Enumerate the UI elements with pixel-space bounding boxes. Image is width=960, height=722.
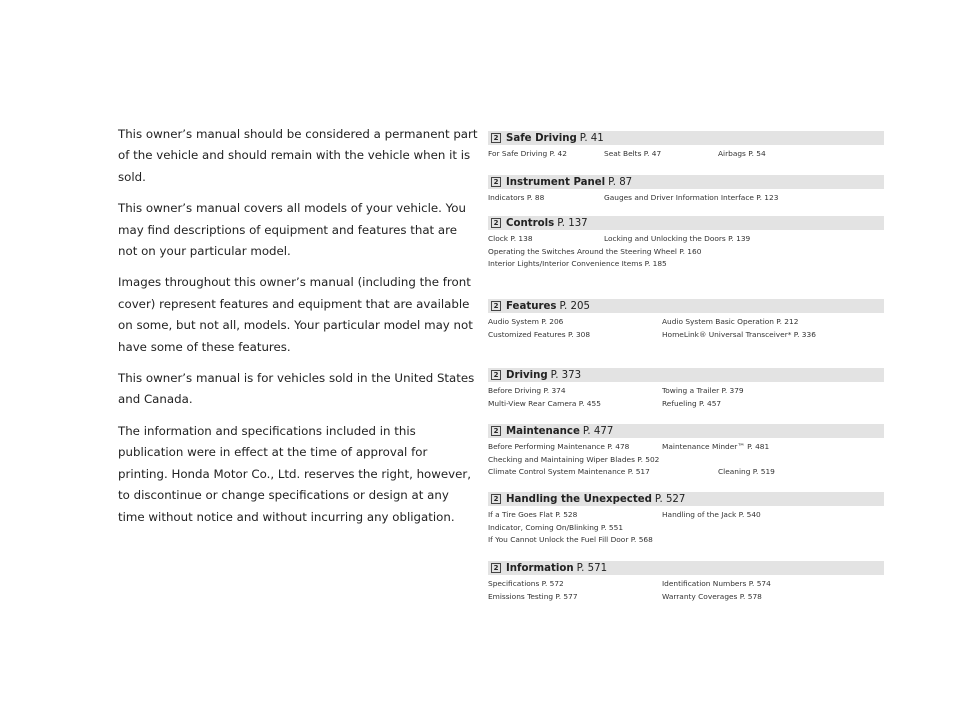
toc-row — [488, 233, 884, 246]
toc-row — [488, 466, 884, 479]
toc-link[interactable]: Airbags P. 54 — [718, 149, 766, 158]
toc-row — [488, 578, 884, 591]
toc-section — [488, 561, 884, 603]
section-page: P. 373 — [550, 369, 582, 381]
toc-section — [488, 492, 884, 547]
toc-link[interactable]: Identification Numbers P. 574 — [662, 579, 771, 588]
toc-row — [488, 454, 884, 467]
toc-section — [488, 424, 884, 479]
section-page: P. 137 — [557, 217, 588, 229]
toc-row — [488, 329, 884, 342]
toc-link[interactable]: Handling of the Jack P. 540 — [662, 510, 761, 519]
reference-arrow-icon: 2 — [491, 133, 501, 143]
toc-link[interactable]: Climate Control System Maintenance P. 517 — [488, 467, 650, 477]
toc-link[interactable]: Towing a Trailer P. 379 — [662, 386, 744, 395]
toc-link[interactable]: Warranty Coverages P. 578 — [662, 591, 762, 601]
toc-link[interactable]: Customized Features P. 308 — [488, 329, 591, 339]
toc-row — [488, 316, 884, 329]
toc-row — [488, 192, 884, 205]
toc-link[interactable]: Clock P. 138 — [488, 234, 533, 243]
section-title: Controls — [506, 217, 555, 229]
section-title: Maintenance — [506, 425, 580, 437]
section-title: Handling the Unexpected — [506, 493, 652, 505]
intro-paragraph: This owner’s manual should be considered a permanent part of the vehicle and should remain with the vehicle when it is sold. — [118, 127, 478, 184]
toc-row — [488, 258, 884, 271]
reference-arrow-icon: 2 — [491, 177, 501, 187]
intro-paragraph: The information and specifications included in this publication were in effect at the time of approval for printing. Honda Motor Co., Ltd. reserves the right, however, to discontinue or change specifications or design at any time without notice and without incurring any obligation. — [118, 423, 472, 524]
toc-row — [488, 148, 884, 161]
toc-link[interactable]: Audio System Basic Operation P. 212 — [662, 317, 799, 326]
toc-link[interactable]: Audio System P. 206 — [488, 317, 564, 326]
toc-section — [488, 131, 884, 161]
toc-link[interactable]: HomeLink® Universal Transceiver* P. 336 — [662, 329, 816, 339]
reference-arrow-icon: 2 — [491, 426, 501, 436]
toc-link[interactable]: If You Cannot Unlock the Fuel Fill Door P. 568 — [488, 535, 653, 545]
toc-link[interactable]: If a Tire Goes Flat P. 528 — [488, 510, 578, 519]
toc-link[interactable]: Locking and Unlocking the Doors P. 139 — [604, 234, 751, 243]
section-page: P. 527 — [654, 493, 686, 505]
toc-link[interactable]: Indicators P. 88 — [488, 193, 545, 202]
toc-row — [488, 441, 884, 454]
section-page: P. 87 — [608, 176, 633, 188]
toc-section — [488, 368, 884, 410]
toc-link[interactable]: Cleaning P. 519 — [718, 467, 775, 477]
toc-row — [488, 398, 884, 411]
toc-link[interactable]: Multi-View Rear Camera P. 455 — [488, 398, 601, 408]
toc-row — [488, 246, 884, 259]
intro-paragraph: This owner’s manual is for vehicles sold in the United States and Canada. — [118, 371, 475, 407]
toc-row — [488, 534, 884, 547]
toc-link[interactable]: Seat Belts P. 47 — [604, 149, 662, 158]
toc-link[interactable]: Refueling P. 457 — [662, 398, 722, 408]
toc-link[interactable]: For Safe Driving P. 42 — [488, 149, 567, 158]
section-title: Safe Driving — [506, 132, 577, 144]
section-header[interactable] — [488, 368, 884, 382]
reference-arrow-icon: 2 — [491, 563, 501, 573]
toc-section — [488, 175, 884, 205]
section-header[interactable] — [488, 216, 884, 230]
toc-link[interactable]: Operating the Switches Around the Steering Wheel P. 160 — [488, 246, 702, 256]
toc-row — [488, 522, 884, 535]
toc-row — [488, 385, 884, 398]
toc-link[interactable]: Indicator, Coming On/Blinking P. 551 — [488, 522, 624, 532]
intro-text — [118, 124, 478, 538]
toc-row — [488, 591, 884, 604]
section-page: P. 205 — [559, 300, 590, 312]
reference-arrow-icon: 2 — [491, 494, 501, 504]
toc-section — [488, 216, 884, 271]
toc-row — [488, 509, 884, 522]
section-title: Features — [506, 300, 557, 312]
section-title: Driving — [506, 369, 548, 381]
section-page: P. 41 — [579, 132, 604, 144]
reference-arrow-icon: 2 — [491, 370, 501, 380]
section-page: P. 477 — [582, 425, 614, 437]
intro-paragraph: This owner’s manual covers all models of your vehicle. You may find descriptions of equipment and features that are not on your particular model. — [118, 201, 466, 259]
section-header[interactable] — [488, 424, 884, 438]
section-title: Information — [506, 562, 574, 574]
toc-link[interactable]: Emissions Testing P. 577 — [488, 591, 578, 601]
reference-arrow-icon: 2 — [491, 301, 501, 311]
section-header[interactable] — [488, 299, 884, 313]
toc-link[interactable]: Checking and Maintaining Wiper Blades P. 502 — [488, 454, 660, 464]
toc-link[interactable]: Before Performing Maintenance P. 478 — [488, 442, 630, 451]
intro-paragraph: Images throughout this owner’s manual (including the front cover) represent features and equipment that are available on some, but not all, models. Your particular model may not have some of these features. — [118, 275, 473, 354]
toc-section — [488, 299, 884, 341]
reference-arrow-icon: 2 — [491, 218, 501, 228]
toc-link[interactable]: Before Driving P. 374 — [488, 386, 566, 395]
section-header[interactable] — [488, 561, 884, 575]
toc-link[interactable]: Maintenance Minder™ P. 481 — [662, 442, 770, 451]
toc-link[interactable]: Specifications P. 572 — [488, 579, 564, 588]
toc-link[interactable]: Interior Lights/Interior Convenience Items P. 185 — [488, 259, 667, 269]
section-header[interactable] — [488, 492, 884, 506]
section-title: Instrument Panel — [506, 176, 606, 188]
toc-link[interactable]: Gauges and Driver Information Interface P. 123 — [604, 193, 779, 202]
section-header[interactable] — [488, 131, 884, 145]
section-page: P. 571 — [576, 562, 608, 574]
section-header[interactable] — [488, 175, 884, 189]
